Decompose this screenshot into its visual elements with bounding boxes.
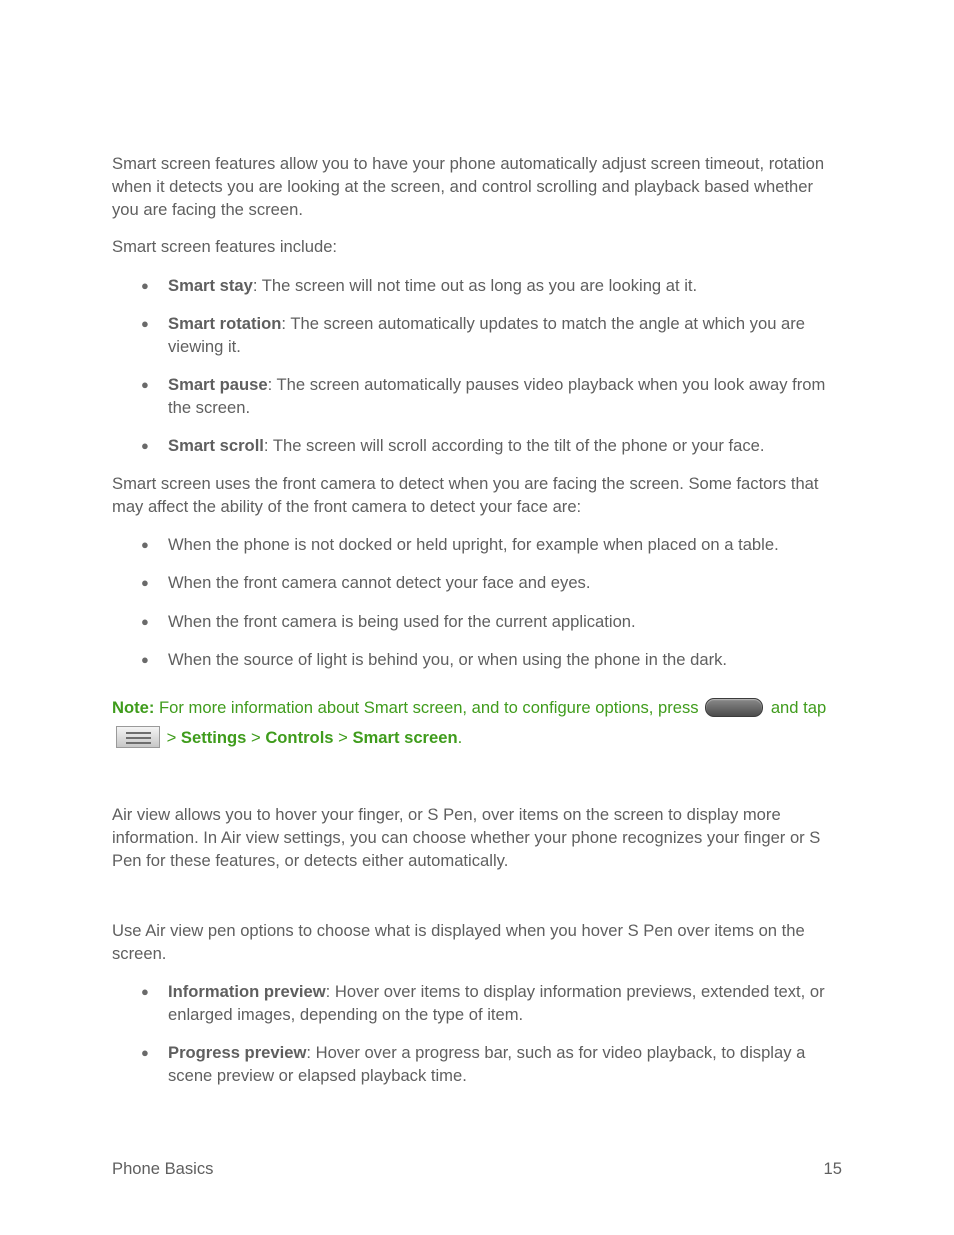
list-item: When the front camera cannot detect your face and eyes.	[168, 573, 591, 592]
list-item: When the front camera is being used for the current application.	[168, 612, 636, 631]
bullet-icon: ●	[141, 614, 149, 629]
list-item: Information preview: Hover over items to display information previews, extended text, or enlarged images, depending on the type of item.	[168, 982, 825, 1024]
menu-key-icon	[116, 726, 160, 748]
bullet-icon: ●	[141, 316, 149, 331]
air-view-pen-text: Use Air view pen options to choose what is displayed when you hover S Pen over items on the screen.	[112, 921, 805, 963]
page-number: 15	[823, 1159, 842, 1178]
list-item: Smart stay: The screen will not time out as long as you are looking at it.	[168, 276, 698, 295]
air-view-intro: Air view allows you to hover your finger, or S Pen, over items on the screen to display more information. In Air view settings, you can choose whether your phone recognizes your finger or S Pen for these features, or detects either automatically.	[112, 805, 821, 870]
bullet-icon: ●	[141, 575, 149, 590]
bullet-icon: ●	[141, 377, 149, 392]
home-key-icon	[705, 698, 763, 717]
smart-screen-intro: Smart screen features allow you to have your phone automatically adjust screen timeout, rotation when it detects you are looking at the screen, and control scrolling and playback based whether you are facing the screen.	[112, 154, 825, 219]
list-item: When the source of light is behind you, or when using the phone in the dark.	[168, 650, 728, 669]
list-item: When the phone is not docked or held upright, for example when placed on a table.	[168, 535, 779, 554]
features-include-label: Smart screen features include:	[112, 237, 338, 256]
list-item: Smart scroll: The screen will scroll according to the tilt of the phone or your face.	[168, 436, 765, 455]
front-camera-text: Smart screen uses the front camera to detect when you are facing the screen. Some factors that may affect the ability of the front camera to detect your face are:	[112, 474, 819, 516]
bullet-icon: ●	[141, 438, 149, 453]
bullet-icon: ●	[141, 652, 149, 667]
bullet-icon: ●	[141, 984, 149, 999]
list-item: Smart pause: The screen automatically pauses video playback when you look away from the screen.	[168, 375, 826, 417]
note-paragraph: Note: For more information about Smart screen, and to configure options, press and tap > Settings > Controls > Smart screen.	[112, 698, 827, 747]
bullet-icon: ●	[141, 537, 149, 552]
bullet-icon: ●	[141, 1045, 149, 1060]
bullet-icon: ●	[141, 278, 149, 293]
footer-section: Phone Basics	[112, 1159, 214, 1178]
list-item: Progress preview: Hover over a progress bar, such as for video playback, to display a scene preview or elapsed playback time.	[168, 1043, 806, 1085]
list-item: Smart rotation: The screen automatically updates to match the angle at which you are viewing it.	[168, 314, 806, 356]
